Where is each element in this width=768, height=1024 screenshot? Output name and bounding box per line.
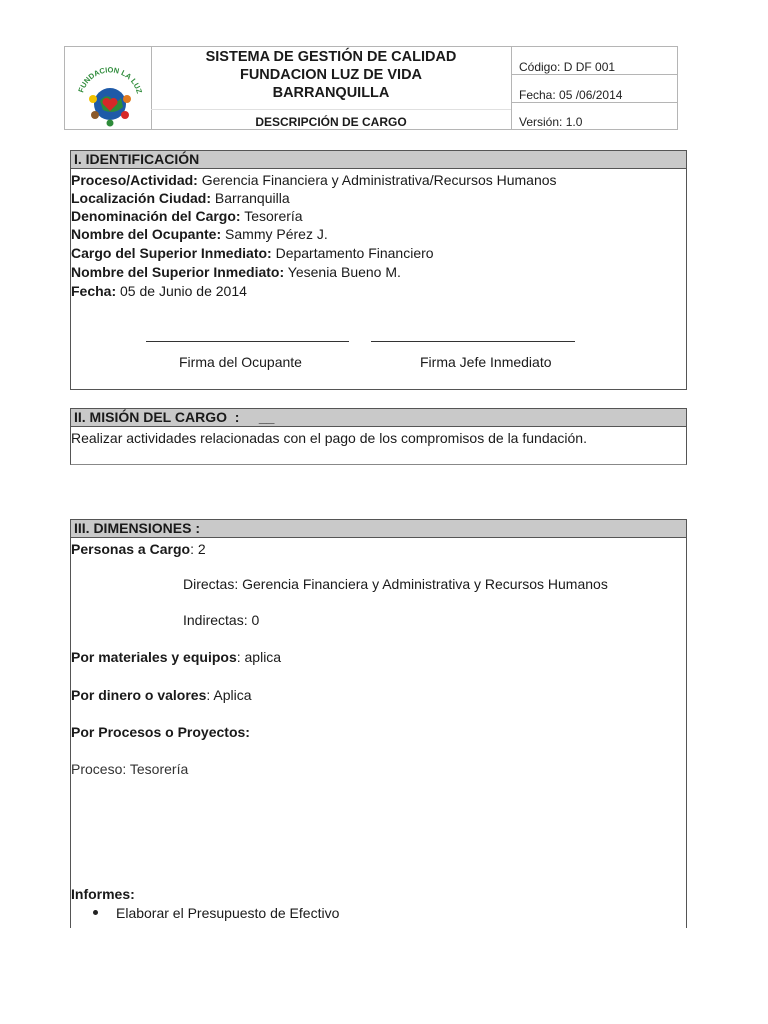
field-nombre-ocupante: Nombre del Ocupante: Sammy Pérez J. <box>71 226 328 242</box>
document-version: Versión: 1.0 <box>519 115 583 129</box>
field-indirectas: Indirectas: 0 <box>183 612 260 628</box>
document-code: Código: D DF 001 <box>519 60 616 74</box>
header-divider <box>511 102 677 103</box>
field-dinero: Por dinero o valores: Aplica <box>71 687 252 703</box>
document-header <box>64 46 678 130</box>
foundation-logo <box>75 49 145 129</box>
signature-label-jefe: Firma Jefe Inmediato <box>420 354 552 370</box>
signature-label-ocupante: Firma del Ocupante <box>179 354 302 370</box>
field-proceso: Proceso/Actividad: Gerencia Financiera y Administrativa/Recursos Humanos <box>71 172 557 188</box>
header-divider <box>511 47 512 129</box>
informes-item: Elaborar el Presupuesto de Efectivo <box>116 905 340 921</box>
field-materiales: Por materiales y equipos: aplica <box>71 649 282 665</box>
bullet-icon <box>93 910 98 915</box>
header-divider <box>151 109 511 110</box>
header-title-line: BARRANQUILLA <box>272 85 390 101</box>
mision-text: Realizar actividades relacionadas con el pago de los compromisos de la fundación. <box>71 430 587 446</box>
signature-line-jefe <box>371 341 575 342</box>
field-nombre-superior: Nombre del Superior Inmediato: Yesenia Bueno M. <box>71 264 401 280</box>
header-title-line: SISTEMA DE GESTIÓN DE CALIDAD <box>205 49 457 65</box>
field-fecha: Fecha: 05 de Junio de 2014 <box>71 283 247 299</box>
field-procesos-label: Por Procesos o Proyectos: <box>71 724 250 740</box>
header-title-line: FUNDACION LUZ DE VIDA <box>239 67 423 83</box>
section-identificacion-heading: I. IDENTIFICACIÓN <box>70 150 687 169</box>
field-cargo-superior: Cargo del Superior Inmediato: Departamento Financiero <box>71 245 434 261</box>
section-dimensiones-heading: III. DIMENSIONES : <box>70 519 687 538</box>
header-divider <box>511 74 677 75</box>
svg-text:FUNDACION LA LUZ: FUNDACION LA LUZ <box>76 65 144 95</box>
field-proceso-tesoreria: Proceso: Tesorería <box>71 761 189 777</box>
document-date: Fecha: 05 /06/2014 <box>519 88 623 102</box>
field-informes-label: Informes: <box>71 886 135 902</box>
field-directas: Directas: Gerencia Financiera y Administrativa y Recursos Humanos <box>183 576 608 592</box>
section-mision-heading: II. MISIÓN DEL CARGO : __ <box>70 408 687 427</box>
field-denominacion: Denominación del Cargo: Tesorería <box>71 208 303 224</box>
document-subtitle: DESCRIPCIÓN DE CARGO <box>255 115 407 129</box>
signature-line-ocupante <box>146 341 349 342</box>
field-personas-a-cargo: Personas a Cargo: 2 <box>71 541 206 557</box>
field-localizacion: Localización Ciudad: Barranquilla <box>71 190 290 206</box>
